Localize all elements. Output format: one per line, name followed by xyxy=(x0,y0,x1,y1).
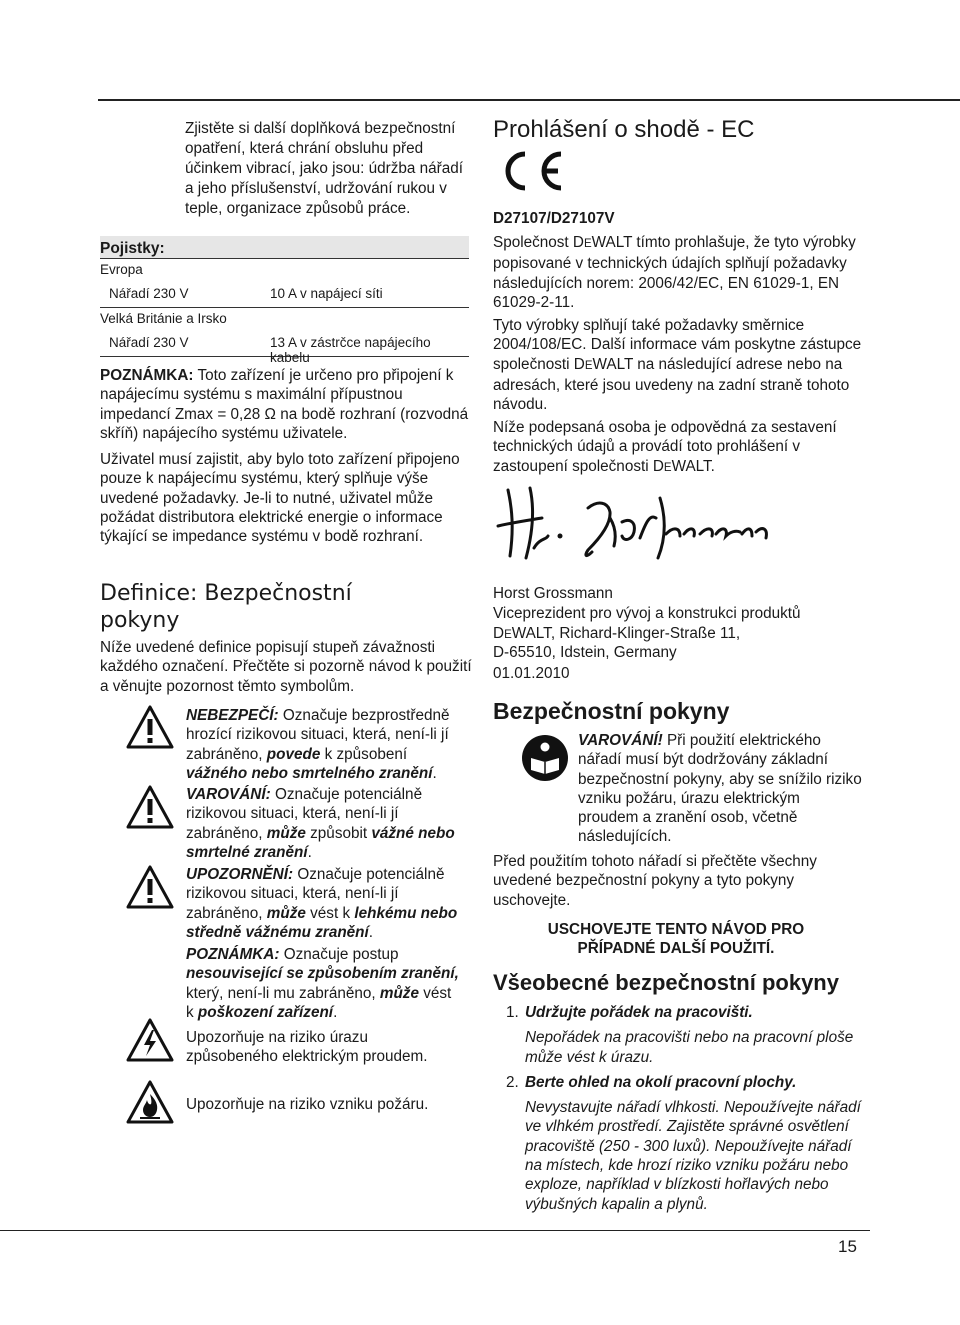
caution-definition: UPOZORNĚNÍ: Označuje potenciálně rizikovou situaci, která, není-li jí zabráněno, může vést k lehkému nebo středně vážnému zranění. xyxy=(186,866,458,941)
ec-compliance-text: Společnost DEWALT tímto prohlašuje, že tyto výrobky popisované v technických údajích splňují požadavky následujících norem: 2006/42/EC, EN 61029-1, EN 61029-2-11. xyxy=(493,234,856,311)
signatory-text: Níže podepsaná osoba je odpovědná za sestavení technických údajů a provádí toto prohlášení v zastoupení společnosti DEWALT. xyxy=(493,419,837,475)
fuse-value: 13 A v zástrčce napájecího kabelu xyxy=(270,335,431,365)
company-address-line2: D-65510, Idstein, Germany xyxy=(493,644,677,661)
fire-icon xyxy=(126,1080,174,1124)
keep-manual-notice: USCHOVEJTE TENTO NÁVOD PRO PŘÍPADNÉ DALŠÍ POUŽITÍ. xyxy=(547,921,805,958)
safety-warning-text: VAROVÁNÍ! Při použití elektrického nářadí musí být dodržovány základní bezpečnostní pokyny, aby se snížilo riziko vzniku požáru, úrazu elektrickým proudem a zranění osob, včetně následujících. xyxy=(578,732,862,846)
general-safety-heading: Všeobecné bezpečnostní pokyny xyxy=(493,970,839,995)
read-manual-icon xyxy=(521,734,569,782)
top-rule xyxy=(98,99,960,101)
fuse-tool-label: Nářadí 230 V xyxy=(109,286,189,301)
fire-definition: Upozorňuje na riziko vzniku požáru. xyxy=(186,1096,429,1113)
notice-definition: POZNÁMKA: Označuje postup nesouvisející se způsobením zranění, který, není-li mu zabráněno, může vést k poškození zařízení. xyxy=(186,946,459,1021)
fuse-heading: Pojistky: xyxy=(100,240,165,257)
signature-image xyxy=(490,478,790,568)
fuse-region-label: Evropa xyxy=(100,262,143,277)
fuse-table-header xyxy=(100,236,469,259)
ce-mark-icon xyxy=(497,148,567,194)
fuse-tool-label: Nářadí 230 V xyxy=(109,335,189,350)
electric-shock-icon xyxy=(126,1018,174,1062)
declaration-date: 01.01.2010 xyxy=(493,665,570,682)
electric-shock-definition: Upozorňuje na riziko úrazu způsobeného elektrickým proudem. xyxy=(186,1029,428,1066)
general-safety-list xyxy=(503,1003,863,1214)
signatory-title: Viceprezident pro vývoj a konstrukci produktů xyxy=(493,605,801,622)
list-item: 2. Berte ohled na okolí pracovní plochy. Nevystavujte nářadí vlhkosti. Nepoužívejte nářadí ve vlhkém prostředí. Zajistěte správné osvětlení pracoviště (250 - 300 luxů). Nepoužívejte nářadí na místech, kde hrozí riziko vzniku požáru nebo exploze, například v blízkosti hořlavých nebo výbušných kapalin a plynů. xyxy=(506,1073,861,1213)
signatory-name: Horst Grossmann xyxy=(493,585,613,602)
list-item: 1. Udržujte pořádek na pracovišti. Nepořádek na pracovišti nebo na pracovní ploše může vést k úrazu. xyxy=(506,1004,854,1066)
fuse-row xyxy=(100,259,469,283)
danger-definition: NEBEZPEČÍ: Označuje bezprostředně hrozící rizikovou situaci, která, není-li jí zabráněno, povede k způsobení vážného nebo smrtelného zranění. xyxy=(186,707,450,782)
definitions-heading: Definice: Bezpečnostní pokyny xyxy=(100,581,352,633)
definitions-intro: Níže uvedené definice popisují stupeň závažnosti každého označení. Přečtěte si pozorně návod k použití a věnujte pozornost těmto symbolům. xyxy=(100,639,472,695)
user-responsibility-text: Uživatel musí zajistit, aby bylo toto zařízení připojeno pouze k napájecímu systému, který splňuje výše uvedené požadavky. Je-li to nutné, uživatel může požádat distributora elektrické energie o informace týkající se impedance systému v bodě rozhraní. xyxy=(100,451,460,546)
fuse-table xyxy=(100,236,469,365)
fuse-value: 10 A v napájecí síti xyxy=(270,286,383,301)
fuse-region-label: Velká Británie a Irsko xyxy=(100,311,227,326)
fuse-row xyxy=(100,332,469,365)
footer-rule xyxy=(0,1230,870,1231)
impedance-note: POZNÁMKA: Toto zařízení je určeno pro připojení k napájecímu systému s maximální přípustnou impedancí Zmax = 0,28 Ω na bodě rozhraní (rozvodná skříň) napájecího systému uživatele. xyxy=(100,367,469,442)
vibration-intro: Zjistěte si další doplňková bezpečnostní opatření, která chrání obsluhu před účinkem vibrací, jako jsou: údržba nářadí a jeho příslušenství, udržování rukou v teple, organizace způsobů práce. xyxy=(185,120,464,217)
read-instructions-text: Před použitím tohoto nářadí si přečtěte všechny uvedené bezpečnostní pokyny a tyto pokyny uschovejte. xyxy=(493,853,817,909)
safety-heading: Bezpečnostní pokyny xyxy=(493,698,730,724)
ec-declaration-heading: Prohlášení o shodě - EC xyxy=(493,116,755,143)
fuse-row xyxy=(100,283,469,308)
fuse-row xyxy=(100,308,469,332)
model-number: D27107/D27107V xyxy=(493,210,615,227)
danger-warning-icon xyxy=(126,705,174,749)
warning-icon xyxy=(126,785,174,829)
emc-directive-text: Tyto výrobky splňují také požadavky směrnice 2004/108/EC. Další informace vám poskytne zástupce společnosti DEWALT na následující adrese nebo na adresách, které jsou uvedeny na zadní straně tohoto návodu. xyxy=(493,317,862,414)
caution-icon xyxy=(126,865,174,909)
company-address-line1: DEWALT, Richard-Klinger-Straße 11, xyxy=(493,625,741,642)
warning-definition: VAROVÁNÍ: Označuje potenciálně rizikovou situaci, která, není-li jí zabráněno, může způsobit vážné nebo smrtelné zranění. xyxy=(186,786,455,861)
page-number: 15 xyxy=(838,1237,857,1256)
